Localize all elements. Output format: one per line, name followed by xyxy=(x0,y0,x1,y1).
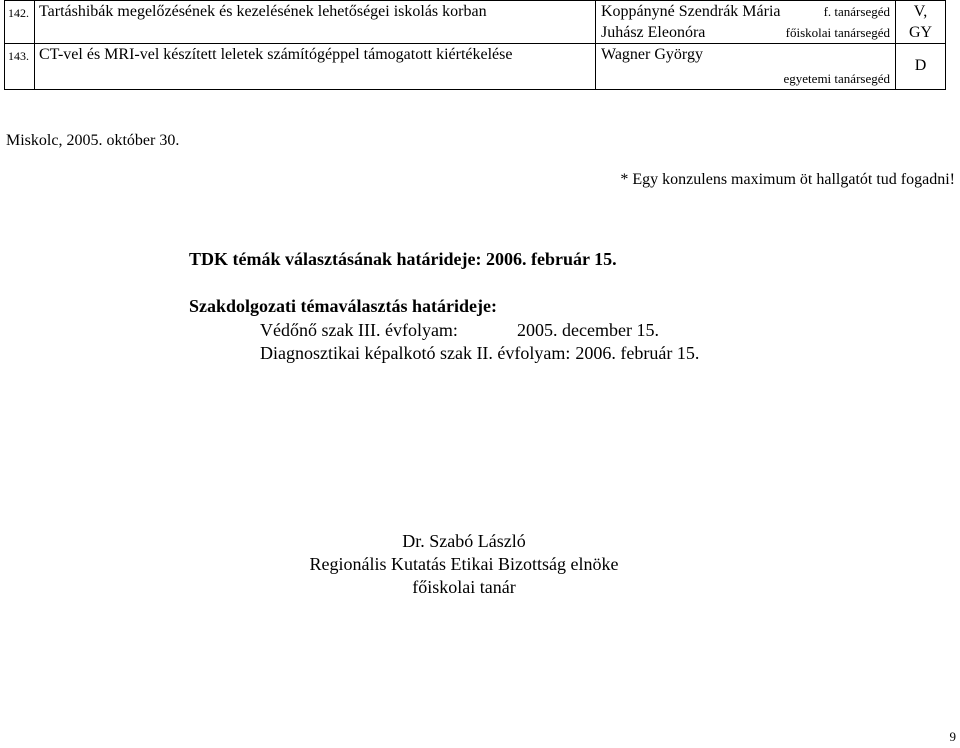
type-code: D xyxy=(914,57,927,74)
consultant-name: Wagner György xyxy=(601,46,703,63)
signature-block xyxy=(0,530,928,599)
deadline-label: Védőnő szak III. évfolyam: xyxy=(260,320,458,340)
topics-table xyxy=(4,0,946,90)
consultant-name: Juhász Eleonóra xyxy=(601,24,706,41)
consultant-note: * Egy konzulens maximum öt hallgatót tud fogadni! xyxy=(620,171,955,188)
topic-title: Tartáshibák megelőzésének és kezelésének lehetőségei iskolás korban xyxy=(35,1,596,44)
signatory-title: főiskolai tanár xyxy=(412,577,516,597)
type-code: GY xyxy=(908,24,933,41)
consultants-cell xyxy=(596,1,896,44)
row-number: 142. xyxy=(5,1,35,44)
consultants-cell xyxy=(596,44,896,90)
signatory-position: Regionális Kutatás Etikai Bizottság elnöke xyxy=(309,554,619,574)
type-code: V, xyxy=(913,3,928,20)
consultant-line xyxy=(601,22,890,43)
consultant-role: főiskolai tanársegéd xyxy=(785,25,890,40)
deadline-date: 2006. február 15. xyxy=(575,343,700,363)
table-row xyxy=(5,44,946,90)
row-number: 143. xyxy=(5,44,35,90)
deadline-date: 2005. december 15. xyxy=(517,320,659,340)
consultant-name: Koppányné Szendrák Mária xyxy=(601,3,781,20)
thesis-deadline-line xyxy=(260,320,659,341)
consultant-role: egyetemi tanársegéd xyxy=(783,71,890,86)
topic-type xyxy=(896,1,946,44)
topic-type xyxy=(896,44,946,90)
tdk-deadline: TDK témák választásának határideje: 2006. február 15. xyxy=(189,249,617,269)
deadline-label: Diagnosztikai képalkotó szak II. évfolyam: xyxy=(260,343,571,363)
thesis-deadline-line xyxy=(260,343,699,364)
thesis-deadline-heading: Szakdolgozati témaválasztás határideje: xyxy=(189,296,497,316)
consultant-line xyxy=(601,1,890,22)
place-date: Miskolc, 2005. október 30. xyxy=(6,132,180,149)
page-number: 9 xyxy=(949,729,956,744)
topic-title: CT-vel és MRI-vel készített leletek számítógéppel támogatott kiértékelése xyxy=(35,44,596,90)
consultant-role: f. tanársegéd xyxy=(823,4,890,19)
table-row xyxy=(5,1,946,44)
signatory-name: Dr. Szabó László xyxy=(402,531,526,551)
